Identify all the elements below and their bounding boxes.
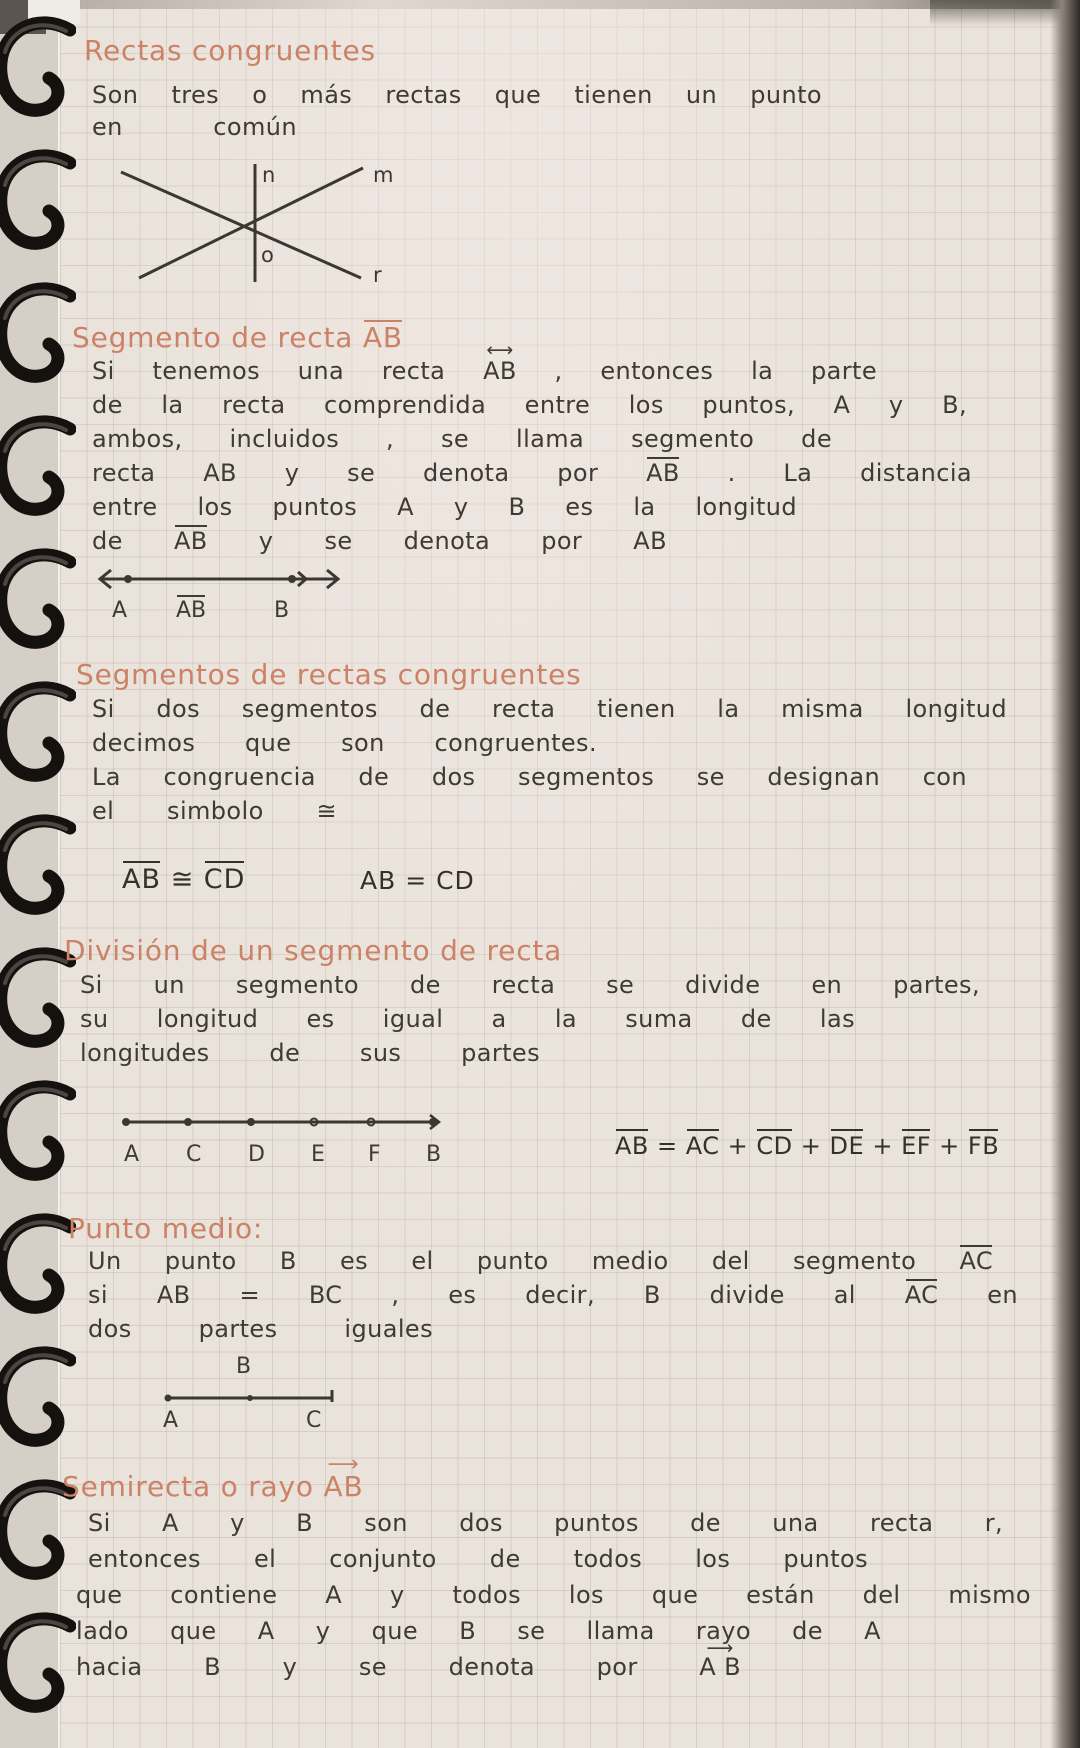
label-segment-ab: AB xyxy=(176,598,207,623)
note-line: Si A y B son dos puntos de una recta r, xyxy=(88,1509,1003,1537)
label-midpoint-b: B xyxy=(236,1354,252,1379)
label-point-c: C xyxy=(306,1408,322,1433)
label-point: E xyxy=(311,1142,325,1167)
note-line: entre los puntos A y B es la longitud xyxy=(92,493,797,521)
formula-congruence: AB ≅ CD xyxy=(122,864,246,895)
label-line-r: r xyxy=(373,263,382,287)
label-point: B xyxy=(426,1142,442,1167)
diagram-divided-segment xyxy=(120,1110,446,1134)
diagram-segment-ab xyxy=(95,566,345,594)
diagram-midpoint xyxy=(162,1386,340,1410)
note-line: su longitud es igual a la suma de las xyxy=(80,1005,855,1033)
note-line: entonces el conjunto de todos los puntos xyxy=(88,1545,868,1573)
label-point: C xyxy=(186,1142,202,1167)
label-point-b: B xyxy=(274,598,290,623)
note-line: Si un segmento de recta se divide en partes, xyxy=(80,971,980,999)
note-line: Son tres o más rectas que tienen un punto xyxy=(92,81,822,109)
page-top-edge xyxy=(0,0,1080,9)
note-line: Si tenemos una recta ⟷ AB , entonces la parte xyxy=(92,358,877,386)
note-line: La congruencia de dos segmentos se designan con xyxy=(92,763,967,791)
note-line: el simbolo ≅ xyxy=(92,797,337,825)
section-heading-congruentes: Segmentos de rectas congruentes xyxy=(76,658,582,691)
section-heading-semirecta: Semirecta o rayo ⟶ AB xyxy=(62,1472,363,1503)
note-line: lado que A y que B se llama rayo de A xyxy=(76,1617,881,1645)
diagram-concurrent-lines xyxy=(95,156,405,290)
label-point-a: A xyxy=(163,1408,179,1433)
note-line: de AB y se denota por AB xyxy=(92,527,667,555)
section-heading-division: División de un segmento de recta xyxy=(64,934,563,967)
note-line: dos partes iguales xyxy=(88,1315,433,1343)
label-line-n: n xyxy=(262,163,276,187)
label-point: A xyxy=(124,1142,140,1167)
label-point-a: A xyxy=(112,598,128,623)
label-point: D xyxy=(248,1142,265,1167)
note-line: si AB = BC , es decir, B divide al AC en xyxy=(88,1281,1018,1309)
label-point-o: o xyxy=(261,243,274,267)
formula-equality: AB = CD xyxy=(360,866,475,895)
label-line-m: m xyxy=(373,163,394,187)
section-heading-segmento: Segmento de recta AB xyxy=(72,321,403,354)
note-line: Si dos segmentos de recta tienen la misma longitud xyxy=(92,695,1007,723)
note-line: que contiene A y todos los que están del mismo xyxy=(76,1581,1031,1609)
label-point: F xyxy=(368,1142,381,1167)
note-line: recta AB y se denota por AB . La distancia xyxy=(92,459,973,487)
note-line: Un punto B es el punto medio del segmento AC xyxy=(88,1247,993,1275)
section-heading-rectas: Rectas congruentes xyxy=(84,34,376,67)
note-line: decimos que son congruentes. xyxy=(92,729,597,757)
note-line: longitudes de sus partes xyxy=(80,1039,540,1067)
page-right-edge-shadow xyxy=(1050,0,1080,1748)
note-line: de la recta comprendida entre los puntos, A y B, xyxy=(92,391,967,419)
equation-segment-sum: AB = AC + CD + DE + EF + FB xyxy=(615,1132,1000,1160)
section-heading-punto-medio: Punto medio: xyxy=(68,1212,264,1245)
note-line: hacia B y se denota por ⟶ A B xyxy=(76,1654,741,1682)
note-line: ambos, incluidos , se llama segmento de xyxy=(92,425,832,453)
note-line: en común xyxy=(92,113,297,141)
